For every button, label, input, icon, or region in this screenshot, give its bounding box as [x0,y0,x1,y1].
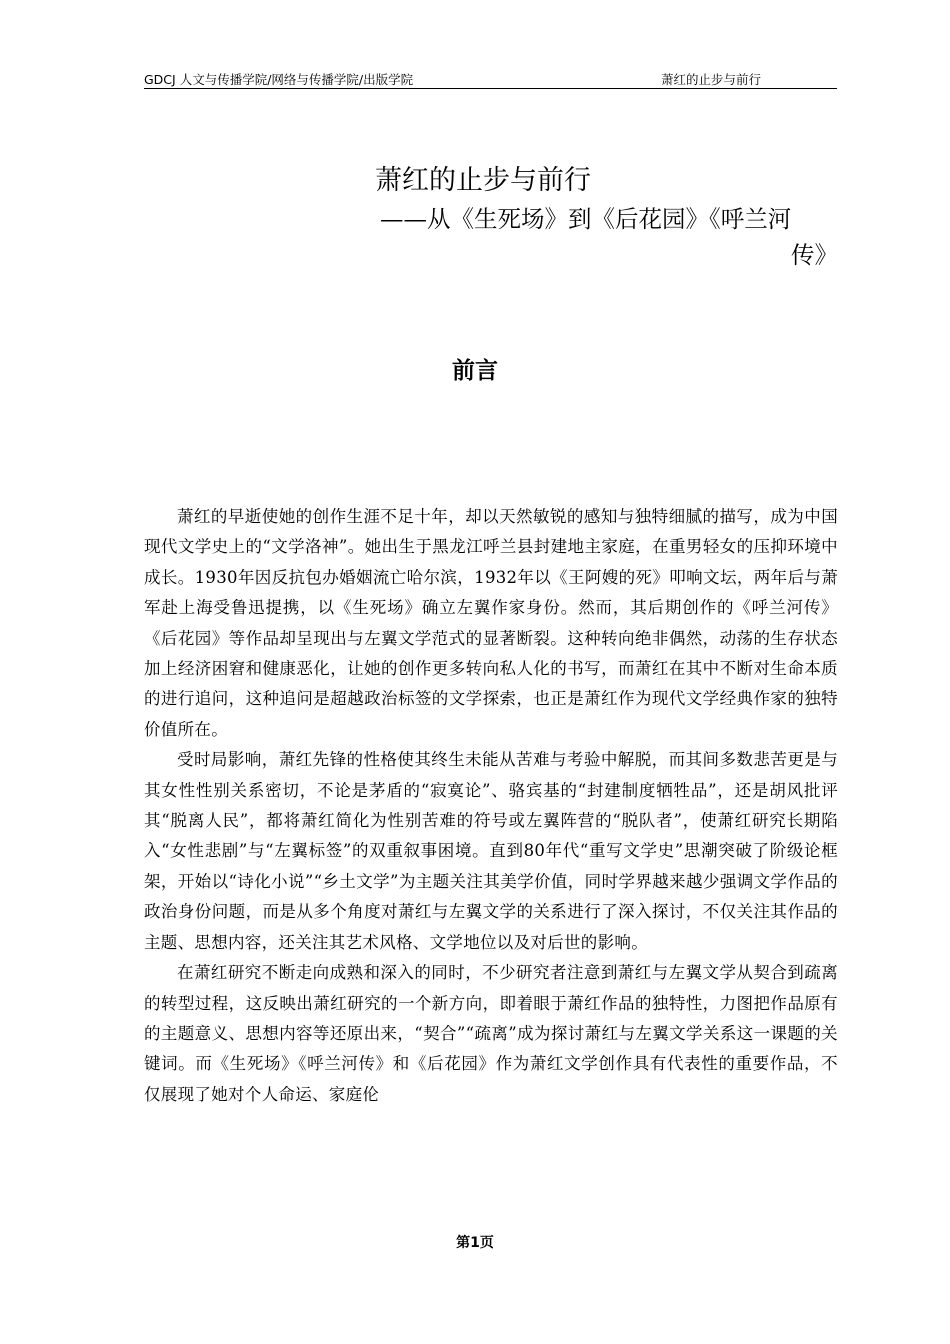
header-institution: GDCJ 人文与传播学院/网络与传播学院/出版学院 [144,72,414,87]
document-subtitle [380,201,838,273]
paragraph: 萧红的早逝使她的创作生涯不足十年，却以天然敏锐的感知与独特细腻的描写，成为中国现代文学史上的“文学洛神”。她出生于黑龙江呼兰县封建地主家庭，在重男轻女的压抑环境中成长。1930年因反抗包办婚姻流亡哈尔滨，1932年以《王阿嫂的死》叩响文坛，两年后与萧军赴上海受鲁迅提携，以《生死场》确立左翼作家身份。然而，其后期创作的《呼兰河传》《后花园》等作品却呈现出与左翼文学范式的显著断裂。这种转向绝非偶然，动荡的生存状态加上经济困窘和健康恶化，让她的创作更多转向私人化的书写，而萧红在其中不断对生命本质的进行追问，这种追问是超越政治标签的文学探索，也正是萧红作为现代文学经典作家的独特价值所在。 [144,507,838,739]
body-text [144,502,838,1110]
page-number: 第1页 [456,1235,494,1251]
section-heading: 前言 [452,358,498,384]
subtitle-line-2: 传》 [791,241,838,269]
header-short-title: 萧红的止步与前行 [661,72,762,87]
document-title: 萧红的止步与前行 [375,165,591,196]
paragraph: 受时局影响，萧红先锋的性格使其终生未能从苦难与考验中解脱，而其间多数悲苦更是与其女性性别关系密切，不论是茅盾的“寂寞论”、骆宾基的“封建制度牺牲品”，还是胡风批评其“脱离人民”，都将萧红简化为性别苦难的符号或左翼阵营的“脱队者”，使萧红研究长期陷入“女性悲剧”与“左翼标签”的双重叙事困境。直到80年代“重写文学史”思潮突破了阶级论框架，开始以“诗化小说”“乡土文学”为主题关注其美学价值，同时学界越来越少强调文学作品的政治身份问题，而是从多个角度对萧红与左翼文学的关系进行了深入探讨，不仅关注其作品的主题、思想内容，还关注其艺术风格、文学地位以及对后世的影响。 [144,750,838,952]
running-header [144,70,837,89]
subtitle-line-1: ——从《生死场》到《后花园》《呼兰河 [380,205,792,233]
paragraph: 在萧红研究不断走向成熟和深入的同时，不少研究者注意到萧红与左翼文学从契合到疏离的转型过程，这反映出萧红研究的一个新方向，即着眼于萧红作品的独特性，力图把作品原有的主题意义、思想内容等还原出来，“契合”“疏离”成为探讨萧红与左翼文学关系这一课题的关键词。而《生死场》《呼兰河传》和《后花园》作为萧红文学创作具有代表性的重要作品，不仅展现了她对个人命运、家庭伦 [144,963,838,1104]
